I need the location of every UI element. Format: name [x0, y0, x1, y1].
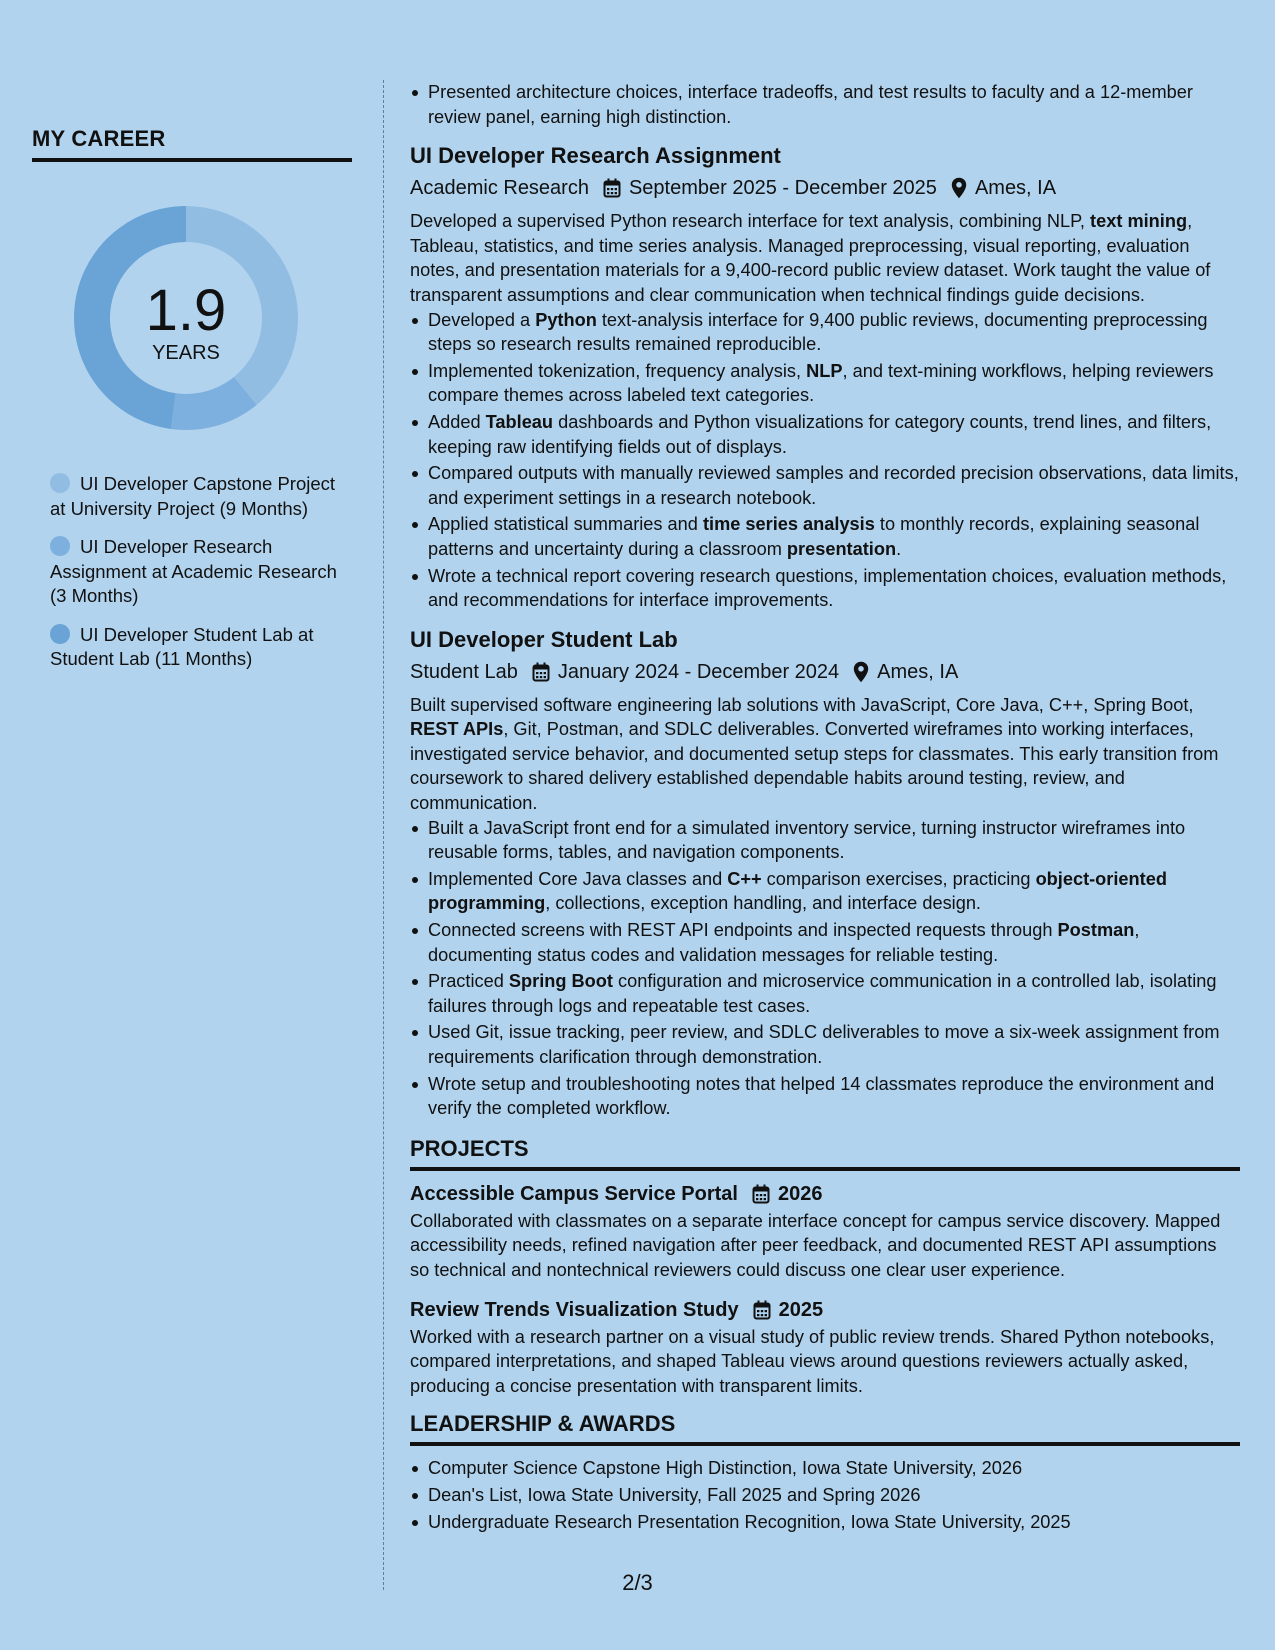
job-dates: September 2025 - December 2025: [628, 177, 937, 200]
job-entry: [410, 625, 1240, 1121]
calendar-icon: [753, 1300, 771, 1320]
intro-bullet-list: [410, 80, 1240, 129]
bullet-item: Compared outputs with manually reviewed samples and recorded precision observations, data limits, and experiment settings in a research notebook.: [410, 461, 1240, 510]
main-content: [410, 80, 1240, 1536]
calendar-icon: [603, 178, 621, 198]
bullet-item: Wrote setup and troubleshooting notes that helped 14 classmates reproduce the environment and verify the completed workflow.: [410, 1072, 1240, 1121]
legend-color-dot: [50, 473, 70, 493]
bullet-item: Implemented Core Java classes and C++ comparison exercises, practicing object-oriented programming, collections, exception handling, and interface design.: [410, 867, 1240, 916]
calendar-icon: [532, 662, 550, 682]
job-dates: January 2024 - December 2024: [557, 660, 840, 683]
bullet-item: Added Tableau dashboards and Python visualizations for category counts, trend lines, and filters, keeping raw identifying fields out of displays.: [410, 410, 1240, 459]
projects-list: [410, 1179, 1240, 1399]
page-number: [0, 1570, 1275, 1596]
job-title: UI Developer Student Lab: [410, 626, 678, 652]
map-pin-icon: [853, 661, 869, 683]
legend-color-dot: [50, 536, 70, 556]
legend-item: [50, 623, 340, 672]
project-description: Worked with a research partner on a visual study of public review trends. Shared Python notebooks, compared interpretations, and shaped Tableau views around questions reviewers actually asked, producing a concise presentation with transparent limits.: [410, 1326, 1215, 1396]
project-year: 2025: [778, 1298, 824, 1321]
bullet-item: Built a JavaScript front end for a simulated inventory service, turning instructor wireframes into reusable forms, tables, and navigation components.: [410, 816, 1240, 865]
job-location: Ames, IA: [974, 177, 1057, 200]
career-heading: MY CAREER: [32, 126, 352, 162]
awards-heading: LEADERSHIP & AWARDS: [410, 1410, 1240, 1446]
career-legend: [50, 472, 340, 672]
bullet-item: Presented architecture choices, interface tradeoffs, and test results to faculty and a 12-member review panel, earning high distinction.: [410, 80, 1240, 129]
project-year: 2026: [777, 1182, 823, 1205]
job-description: Built supervised software engineering lab solutions with JavaScript, Core Java, C++, Spring Boot, REST APIs, Git, Postman, and SDLC deliverables. Converted wireframes into working interfaces, investigated service behavior, and documented setup steps for classmates. This early transition from coursework to shared delivery established dependable habits around testing, review, and communication.: [410, 694, 1219, 814]
award-item: Undergraduate Research Presentation Recognition, Iowa State University, 2025: [410, 1510, 1240, 1535]
map-pin-icon: [951, 177, 967, 199]
projects-heading: PROJECTS: [410, 1135, 1240, 1171]
job-meta: [410, 657, 1240, 687]
experience-list: [410, 141, 1240, 1121]
project-header: [410, 1179, 1240, 1209]
award-item: Computer Science Capstone High Distinction, Iowa State University, 2026: [410, 1456, 1240, 1481]
legend-item: [50, 535, 340, 609]
project-description: Collaborated with classmates on a separate interface concept for campus service discovery. Mapped accessibility needs, refined navigation after peer feedback, and documented REST API assumptions so technical and nontechnical reviewers could discuss one clear user experience.: [410, 1210, 1221, 1280]
donut-center: [66, 198, 306, 438]
job-organization: Academic Research: [410, 177, 589, 200]
job-meta: [410, 173, 1240, 203]
bullet-item: Implemented tokenization, frequency analysis, NLP, and text-mining workflows, helping reviewers compare themes across labeled text categories.: [410, 359, 1240, 408]
bullet-item: Practiced Spring Boot configuration and microservice communication in a controlled lab, isolating failures through logs and repeatable test cases.: [410, 969, 1240, 1018]
job-entry: [410, 141, 1240, 613]
bullet-item: Developed a Python text-analysis interface for 9,400 public reviews, documenting preprocessing steps so research results remained reproducible.: [410, 308, 1240, 357]
column-divider: [383, 80, 384, 1590]
page-number-text: 2/3: [622, 1570, 653, 1595]
project-name: Accessible Campus Service Portal: [410, 1182, 738, 1205]
career-total-unit: YEARS: [152, 341, 220, 364]
job-location: Ames, IA: [877, 660, 959, 683]
job-description: Developed a supervised Python research interface for text analysis, combining NLP, text mining, Tableau, statistics, and time series analysis. Managed preprocessing, visual reporting, evaluation notes, and presentation materials for a 9,400-record public review dataset. Work taught the value of transparent assumptions and clear communication when technical findings guide decisions.: [410, 211, 1211, 305]
legend-color-dot: [50, 624, 70, 644]
legend-item: [50, 472, 340, 521]
legend-label: UI Developer Capstone Project at University Project (9 Months): [50, 473, 336, 519]
job-bullet-list: [410, 308, 1240, 613]
awards-list: [410, 1456, 1240, 1534]
job-bullet-list: [410, 816, 1240, 1121]
job-title: UI Developer Research Assignment: [410, 143, 781, 169]
legend-label: UI Developer Research Assignment at Academic Research (3 Months): [50, 536, 337, 606]
calendar-icon: [752, 1184, 770, 1204]
bullet-item: Applied statistical summaries and time series analysis to monthly records, explaining seasonal patterns and uncertainty during a classroom presentation.: [410, 512, 1240, 561]
bullet-item: Used Git, issue tracking, peer review, and SDLC deliverables to move a six-week assignment from requirements clarification through demonstration.: [410, 1020, 1240, 1069]
award-item: Dean's List, Iowa State University, Fall 2025 and Spring 2026: [410, 1483, 1240, 1508]
career-total-years: 1.9: [145, 277, 227, 343]
bullet-item: Wrote a technical report covering research questions, implementation choices, evaluation methods, and recommendations for interface improvements.: [410, 564, 1240, 613]
project-name: Review Trends Visualization Study: [410, 1298, 739, 1321]
job-organization: Student Lab: [410, 660, 518, 683]
legend-label: UI Developer Student Lab at Student Lab (11 Months): [50, 623, 314, 669]
bullet-item: Connected screens with REST API endpoints and inspected requests through Postman, documenting status codes and validation messages for reliable testing.: [410, 918, 1240, 967]
career-sidebar: [32, 126, 352, 686]
career-donut-chart: [66, 198, 306, 438]
project-header: [410, 1295, 1240, 1325]
